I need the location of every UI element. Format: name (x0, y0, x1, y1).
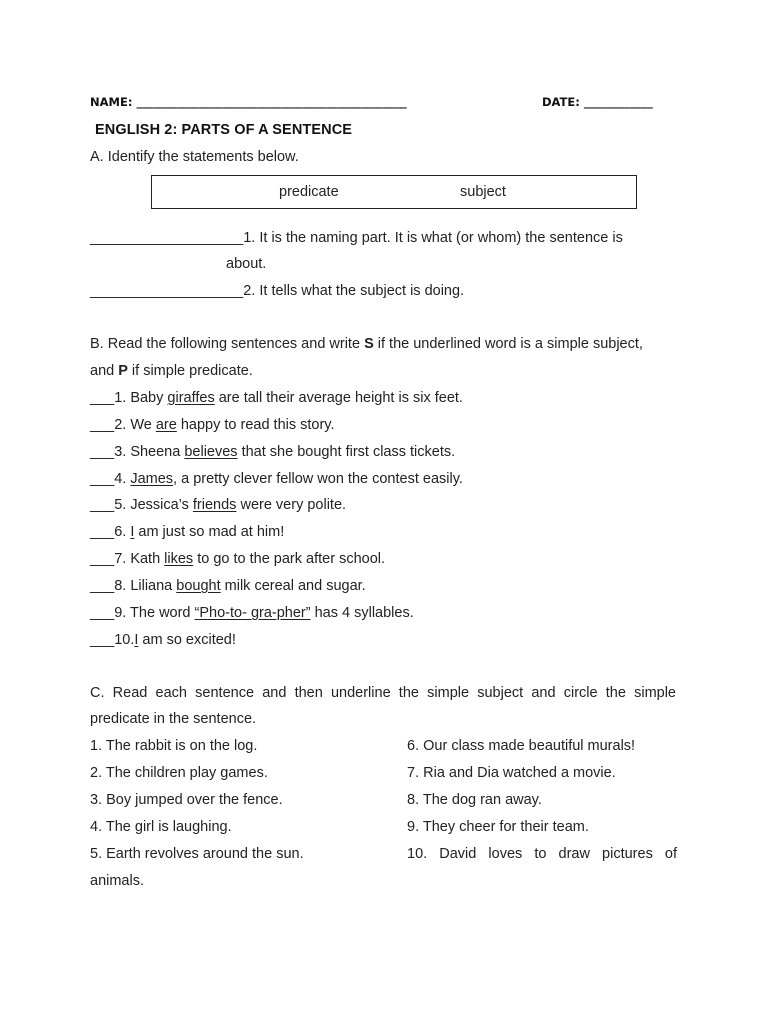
section-c-left-item: 4. The girl is laughing. (90, 819, 232, 835)
section-b-item (90, 417, 335, 433)
name-label: NAME: (90, 95, 133, 109)
section-b-item (90, 471, 463, 487)
section-b-item (90, 632, 236, 648)
instruction-text: if the underlined word is a simple subject, (373, 336, 643, 352)
item-suffix: to go to the park after school. (193, 551, 386, 567)
word-bank-predicate: predicate (279, 184, 339, 200)
instruction-bold-s: S (364, 336, 374, 352)
date-blank[interactable]: ____________ (583, 95, 653, 109)
date-line (542, 95, 653, 109)
underlined-word: James (130, 471, 174, 487)
section-c-left-item: 3. Boy jumped over the fence. (90, 792, 283, 808)
section-c-right-item: 10. David loves to draw pictures of (407, 846, 677, 862)
item-prefix: ___5. Jessica’s (90, 497, 193, 513)
word-bank-subject: subject (460, 184, 506, 200)
underlined-word: I (134, 632, 139, 648)
name-line (90, 95, 407, 109)
section-c-left-item: 2. The children play games. (90, 765, 268, 781)
item-suffix: has 4 syllables. (310, 605, 414, 621)
page-title: ENGLISH 2: PARTS OF A SENTENCE (95, 122, 353, 138)
underlined-word: I (130, 524, 135, 540)
item-suffix: are tall their average height is six feet. (214, 390, 463, 406)
section-b-instruction-line-1 (90, 336, 643, 352)
section-a-item-1-continuation: about. (226, 256, 267, 272)
item-suffix: am so excited! (138, 632, 236, 648)
underlined-word: giraffes (167, 390, 215, 406)
item-prefix: ___1. Baby (90, 390, 168, 406)
underlined-word: “Pho-to- gra-pher” (194, 605, 311, 621)
section-b-item (90, 605, 414, 621)
section-c-right-item: 8. The dog ran away. (407, 792, 542, 808)
instruction-text: and (90, 363, 119, 379)
instruction-bold-p: P (118, 363, 128, 379)
item-suffix: am just so mad at him! (134, 524, 285, 540)
item-prefix: ___3. Sheena (90, 444, 185, 460)
item-prefix: ___8. Liliana (90, 578, 177, 594)
underlined-word: believes (184, 444, 238, 460)
section-b-instruction-line-2 (90, 363, 253, 379)
underlined-word: likes (164, 551, 194, 567)
underlined-word: bought (176, 578, 221, 594)
section-c-right-item: 7. Ria and Dia watched a movie. (407, 765, 616, 781)
section-b-item (90, 497, 346, 513)
section-a-instruction: A. Identify the statements below. (90, 149, 299, 165)
section-c-right-item: 6. Our class made beautiful murals! (407, 738, 636, 754)
word-bank (151, 175, 637, 209)
section-c-instruction-line-1: C. Read each sentence and then underline the simple subject and circle the simple (90, 685, 676, 701)
name-blank[interactable]: _______________________________________________ (136, 95, 407, 109)
item-prefix: ___9. The word (90, 605, 195, 621)
item-prefix: ___4. (90, 471, 131, 487)
item-prefix: ___10. (90, 632, 135, 648)
section-c-instruction-line-2: predicate in the sentence. (90, 711, 257, 727)
underlined-word: are (155, 417, 177, 433)
section-b-item (90, 578, 366, 594)
item-text: 2. It tells what the subject is doing. (243, 283, 465, 299)
instruction-text: if simple predicate. (127, 363, 253, 379)
item-prefix: ___6. (90, 524, 131, 540)
item-suffix: , a pretty clever fellow won the contest easily. (173, 471, 463, 487)
section-b-item (90, 444, 455, 460)
item-suffix: milk cereal and sugar. (220, 578, 366, 594)
section-b-item (90, 390, 463, 406)
item-prefix: ___7. Kath (90, 551, 165, 567)
item-suffix: were very polite. (236, 497, 347, 513)
answer-blank[interactable]: ___________________ (90, 230, 244, 246)
section-b-item (90, 551, 385, 567)
section-c-left-item: 5. Earth revolves around the sun. (90, 846, 304, 862)
item-suffix: happy to read this story. (176, 417, 335, 433)
item-text: 1. It is the naming part. It is what (or whom) the sentence is (243, 230, 623, 246)
section-a-item-1 (90, 230, 623, 246)
item-suffix: that she bought first class tickets. (237, 444, 456, 460)
item-prefix: ___2. We (90, 417, 156, 433)
section-a-item-2 (90, 283, 464, 299)
date-label: DATE: (542, 95, 580, 109)
section-c-continuation: animals. (90, 873, 144, 889)
instruction-text: B. Read the following sentences and write (90, 336, 365, 352)
answer-blank[interactable]: ___________________ (90, 283, 244, 299)
section-b-item (90, 524, 284, 540)
section-c-right-item: 9. They cheer for their team. (407, 819, 589, 835)
section-c-left-item: 1. The rabbit is on the log. (90, 738, 258, 754)
underlined-word: friends (192, 497, 237, 513)
